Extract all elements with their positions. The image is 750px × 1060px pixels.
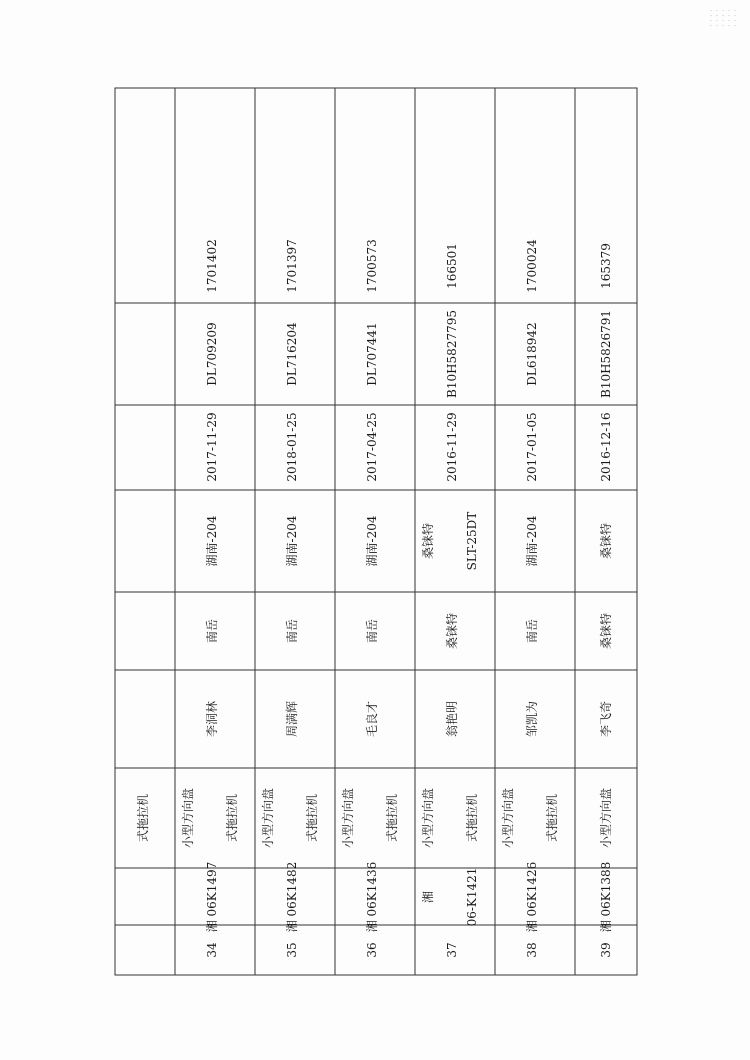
tractor-type-line1: 小型方向盘 (599, 787, 613, 849)
engine-number: DL716204 (285, 322, 299, 386)
frame-number: 166501 (445, 243, 459, 289)
brand: 南岳 (525, 618, 539, 644)
owner-name: 周满辉 (285, 700, 299, 738)
model-line2: SLT-25DT (465, 511, 479, 571)
tractor-type-line2: 式拖拉机 (305, 793, 319, 843)
plate-number: 湘 06K1426 (525, 861, 539, 933)
tractor-type-line1: 小型方向盘 (421, 787, 435, 849)
plate-number-line2: 06-K1421 (465, 867, 479, 927)
tractor-type-line1: 小型方向盘 (181, 787, 195, 849)
tractor-type-line2: 式拖拉机 (385, 793, 399, 843)
engine-number: B10H5826791 (599, 310, 613, 398)
table-row (500, 239, 559, 958)
model-line1: 湖南-204 (285, 515, 299, 567)
frame-number: 1700573 (365, 239, 379, 293)
tractor-type-line2: 式拖拉机 (545, 793, 559, 843)
registration-date: 2017-11-29 (205, 412, 219, 482)
brand: 南岳 (205, 618, 219, 644)
owner-name: 李飞奇 (599, 700, 613, 738)
brand: 桑铼特 (445, 612, 459, 650)
tractor-type-line1: 小型方向盘 (501, 787, 515, 849)
engine-number: DL709209 (205, 322, 219, 386)
row-number: 36 (365, 942, 379, 958)
model-line1: 湖南-204 (205, 515, 219, 567)
registration-date: 2017-04-25 (365, 412, 379, 482)
plate-number: 湘 06K1497 (205, 861, 219, 933)
plate-number: 湘 06K1482 (285, 861, 299, 933)
table-row (420, 243, 479, 958)
table-row (260, 239, 319, 957)
registration-date: 2017-01-05 (525, 412, 539, 482)
frame-number: 165379 (599, 243, 613, 289)
tractor-type-line1: 小型方向盘 (341, 787, 355, 849)
engine-number: B10H5827795 (445, 310, 459, 398)
registration-date: 2016-12-16 (599, 412, 613, 482)
brand: 南岳 (285, 618, 299, 644)
frame-number: 1700024 (525, 239, 539, 293)
owner-name: 李洞林 (205, 700, 219, 738)
row-number: 38 (525, 942, 539, 958)
engine-number: DL707441 (365, 322, 379, 386)
engine-number: DL618942 (525, 322, 539, 386)
model-line1: 桑铼特 (599, 522, 613, 560)
plate-number: 湘 06K1436 (365, 861, 379, 933)
tractor-type-line2: 式拖拉机 (465, 793, 479, 843)
row-number: 35 (285, 942, 299, 958)
table-row (598, 243, 613, 958)
continued-type-cell: 式拖拉机 (136, 793, 150, 843)
tractor-type-line2: 式拖拉机 (225, 793, 239, 843)
table-row (340, 239, 399, 957)
model-line1: 湖南-204 (525, 515, 539, 567)
owner-name: 邹凯为 (525, 700, 539, 738)
row-number: 37 (445, 942, 459, 958)
frame-number: 1701397 (285, 239, 299, 293)
model-line1: 桑铼特 (421, 522, 435, 560)
table-row (180, 239, 239, 957)
owner-name: 毛良才 (365, 700, 379, 738)
row-number: 34 (205, 942, 219, 958)
registration-date: 2018-01-25 (285, 412, 299, 482)
registration-date: 2016-11-29 (445, 412, 459, 482)
plate-number: 湘 06K1388 (599, 861, 613, 933)
owner-name: 翁艳明 (445, 700, 459, 738)
frame-number: 1701402 (205, 239, 219, 293)
tractor-type-line1: 小型方向盘 (261, 787, 275, 849)
brand: 桑铼特 (599, 612, 613, 650)
row-number: 39 (599, 942, 613, 958)
brand: 南岳 (365, 618, 379, 644)
plate-number-line1: 湘 (421, 890, 435, 904)
model-line1: 湖南-204 (365, 515, 379, 567)
